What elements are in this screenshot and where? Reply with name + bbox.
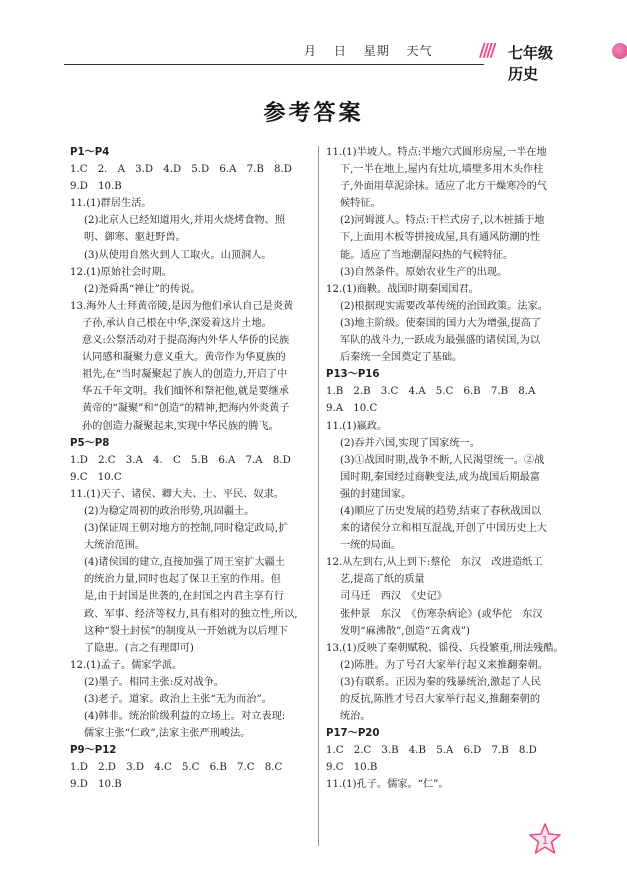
answer-line: 孙的创造力凝聚起来,实现中华民族的腾飞。	[82, 420, 279, 432]
answer-line: 1.C 2.C 3.B 4.B 5.A 6.D 7.B 8.D	[326, 745, 537, 757]
pink-circle-icon	[612, 43, 627, 59]
column-divider	[318, 146, 319, 846]
answer-line: 9.C 10.C	[70, 471, 122, 483]
answer-line: 后秦统一全国奠定了基础。	[340, 352, 463, 364]
answer-line: 华五千年文明。我们缅怀和祭祀他,就是要继承	[82, 386, 289, 398]
answer-line: 12.(1)原始社会时期。	[70, 266, 172, 278]
answer-line: (3)自然条件。原始农业生产的出现。	[340, 266, 508, 278]
answer-line: 儒家主张“仁政”,法家主张严刑峻法。	[84, 728, 251, 740]
answer-line: 认同感和凝聚力意义重大。黄帝作为华夏族的	[82, 352, 286, 364]
section-heading: P1～P4	[70, 147, 110, 158]
answer-line: (2)根据现实需要改革传统的治国政策。法家。	[340, 300, 548, 312]
answer-line: (3)保证周王朝对地方的控制,同时稳定政局,扩	[84, 523, 289, 535]
answer-line: 的统治力量,同时也起了保卫王室的作用。但	[84, 574, 281, 586]
header-rule	[64, 64, 484, 65]
answer-line: 下,上面用木板等拼接成屋,具有通风防潮的性	[340, 232, 541, 244]
answer-line: 发明“麻沸散”,创造“五禽戏”)	[340, 625, 470, 637]
answer-line: (3)从使用自然火到人工取火。山顶洞人。	[84, 249, 272, 261]
answer-line: 9.C 10.B	[326, 762, 378, 774]
page-number: 1	[541, 834, 549, 847]
answer-line: 了隐患。(言之有理即可)	[84, 642, 194, 654]
answer-line: 张仲景 东汉 《伤寒杂病论》(或华佗 东汉	[340, 608, 543, 620]
answer-line: 来的诸侯分立和相互混战,开创了中国历史上大	[340, 523, 547, 535]
answer-line: 子孙,承认自己根在中华,深爱着这片土地。	[82, 317, 272, 329]
answer-line: 11.(1)群居生活。	[70, 198, 152, 210]
answer-line: 9.D 10.B	[70, 181, 122, 193]
answer-line: 国时期,秦国经过商鞅变法,成为战国后期最富	[340, 471, 541, 483]
answer-line: (3)①战国时期,战争不断,人民渴望统一。②战	[340, 454, 545, 466]
answer-line: 子,外面用草泥涂抹。适应了北方干燥寒冷的气	[340, 181, 547, 193]
answer-line: 这种“裂土封侯”的制度从一开始就为以后埋下	[84, 625, 288, 637]
answer-line: 9.D 10.B	[70, 779, 122, 791]
answer-line: (2)为稳定周初的政治形势,巩固疆土。	[84, 505, 255, 517]
answer-line: 9.A 10.C	[326, 403, 378, 415]
answer-line: 大统治范围。	[84, 540, 146, 552]
slash-decoration: ////	[479, 40, 494, 61]
answer-line: 1.D 2.C 3.A 4. C 5.B 6.A 7.A 8.D	[70, 454, 291, 466]
answer-line: 11.(1)天子、诸侯、卿大夫、士、平民、奴隶。	[70, 488, 285, 500]
section-heading: P9～P12	[70, 745, 117, 757]
answer-line: 军队的战斗力,一跃成为最强盛的诸侯国,为以	[340, 335, 541, 347]
answer-line: 13.海外人士拜黄帝陵,是因为他们承认自己是炎黄	[70, 300, 294, 312]
answer-line: 的反抗,陈胜才号召大家举行起义,推翻秦朝的	[340, 694, 541, 705]
answer-line: 能。适应了当地潮湿闷热的气候特征。	[340, 249, 514, 261]
answer-line: (4)顺应了历史发展的趋势,结束了春秋战国以	[340, 505, 542, 517]
answer-line: 黄帝的“凝聚”和“创造”的精神,把海内外炎黄子	[82, 403, 290, 415]
answer-line: (2)北京人已经知道用火,并用火烧烤食物、照	[84, 215, 286, 227]
answer-line: 艺,提高了纸的质量	[340, 574, 425, 586]
date-weather-fields	[304, 42, 445, 59]
answer-line: (3)地主阶级。使秦国的国力大为增强,提高了	[340, 317, 542, 329]
field-day: 日	[333, 44, 347, 58]
answer-line: (4)韩非。统治阶级利益的立场上。对立表现:	[84, 711, 286, 723]
answer-line: (2)陈胜。为了号召大家举行起义来推翻秦朝。	[340, 659, 548, 671]
section-heading: P13～P16	[326, 369, 380, 381]
answer-line: 11.(1)嬴政。	[326, 420, 388, 432]
answer-line: 下,一半在地上,屋内有灶坑,墙壁多用木头作柱	[340, 164, 544, 176]
answer-line: 强的封建国家。	[340, 488, 412, 500]
section-heading: P5～P8	[70, 437, 110, 449]
section-heading: P17～P20	[326, 728, 380, 740]
answer-line: 意义:公祭活动对于提高海内外华人华侨的民族	[82, 335, 290, 347]
page-title: 参考答案	[263, 100, 364, 126]
answer-line: 政、军事、经济等权力,具有相对的独立性,所以,	[84, 608, 298, 620]
answer-line: 11.(1)孔子。儒家。“仁”。	[326, 779, 449, 791]
answer-line: 12.(1)商鞅。战国时期秦国国君。	[326, 283, 479, 295]
answer-line: 12.从左到右,从上到下:蔡伦 东汉 改进造纸工	[326, 557, 543, 569]
answer-line: 司马迁 西汉 《史记》	[340, 591, 447, 603]
answer-line: (2)吞并六国,实现了国家统一。	[340, 437, 480, 449]
page-header	[64, 40, 564, 83]
field-weekday: 星期	[363, 44, 390, 58]
answer-line: 11.(1)半坡人。特点:半地穴式圆形房屋,一半在地	[326, 147, 547, 158]
answer-line: 祖先,在“当时凝聚起了族人的创造力,开启了中	[82, 369, 288, 381]
answer-line: 12.(1)孟子。儒家学派。	[70, 659, 183, 671]
answer-line: 1.B 2.B 3.C 4.A 5.C 6.B 7.B 8.A	[326, 386, 536, 398]
answer-line: 候特征。	[340, 198, 381, 210]
answer-line: (4)诸侯国的建立,直接加强了周王室扩大疆土	[84, 557, 286, 569]
answer-line: 1.C 2. A 3.D 4.D 5.D 6.A 7.B 8.D	[70, 164, 292, 176]
answer-line: (2)河姆渡人。特点:干栏式房子,以木桩插于地	[340, 215, 545, 227]
answer-line: 统治。	[340, 711, 371, 723]
field-weather: 天气	[406, 44, 433, 58]
answer-line: 1.D 2.D 3.D 4.C 5.C 6.B 7.C 8.C	[70, 762, 283, 774]
answer-line: (3)有联系。正因为秦的残暴统治,激起了人民	[340, 676, 542, 688]
answer-line: 13.(1)反映了秦朝赋税、徭役、兵役繁重,刑法残酷。	[326, 642, 564, 654]
subject-label: 七年级历史	[508, 44, 554, 83]
answer-line: (2)尧舜禹“禅让”的传说。	[84, 283, 201, 295]
star-icon	[528, 822, 562, 856]
answer-line: 一统的局面。	[340, 540, 402, 552]
answer-line: 明、御寒、驱赶野兽。	[84, 232, 186, 244]
answer-line: 是,由于封国是世袭的,在封国之内君主享有行	[84, 591, 285, 603]
right-column	[326, 144, 572, 794]
left-column	[70, 144, 310, 794]
answer-line: (2)墨子。相同主张:反对战争。	[84, 676, 225, 688]
answer-line: (3)老子。道家。政治上主张“无为而治”。	[84, 694, 272, 705]
field-month: 月	[304, 44, 318, 58]
